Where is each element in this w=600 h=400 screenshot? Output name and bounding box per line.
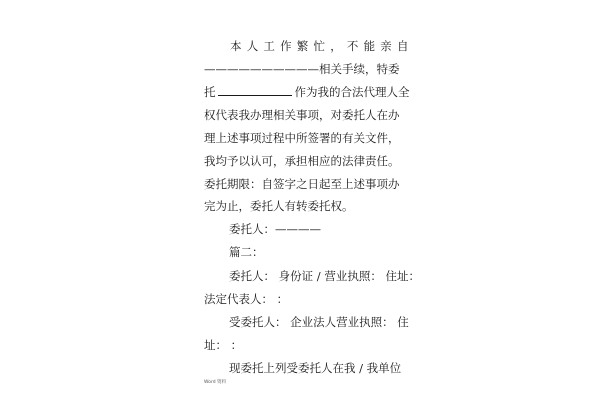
text-line-1: 本人工作繁忙，不能亲自 (230, 39, 414, 53)
text-line-15: 现委托上列受委托人在我 / 我单位 (229, 361, 402, 375)
text-line-5: 理上述事项过程中所签署的有关文件， (204, 131, 400, 145)
text-line-3 (204, 85, 410, 99)
text-line-4: 权代表我办理相关事项，对委托人在办 (204, 108, 400, 122)
text-line-8: 完为止，委托人有转委托权。 (204, 199, 354, 213)
text-line-6: 我均予以认可，承担相应的法律责任。 (204, 154, 400, 168)
text-line-10: 篇二： (229, 245, 264, 259)
page-footer-label: Word 资料 (204, 380, 226, 385)
text-line-13: 受委托人： 企业法人营业执照： 住 (229, 315, 409, 329)
text-line-11: 委托人： 身份证 / 营业执照： 住址： (229, 269, 420, 283)
text-line-2: ——————————相关手续，特委 (204, 62, 400, 76)
text-line-12: 法定代表人： ： (204, 292, 289, 306)
text-line-3-start: 托 (204, 85, 216, 99)
text-line-7: 委托期限：自签字之日起至上述事项办 (204, 177, 400, 191)
agent-name-blank (218, 85, 292, 96)
text-line-9: 委托人：———— (229, 222, 321, 236)
text-line-3-end: 作为我的合法代理人全 (294, 85, 410, 99)
text-line-14: 址： ： (204, 338, 243, 352)
